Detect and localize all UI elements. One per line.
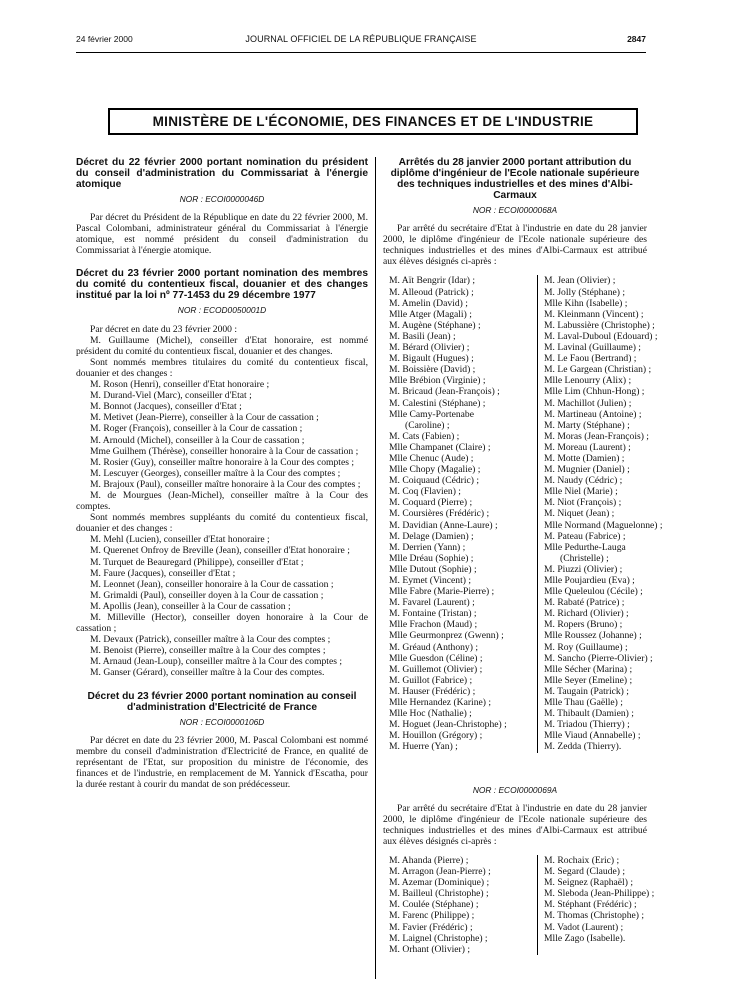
page-number: 2847 bbox=[627, 34, 646, 44]
name-list-col-1 bbox=[389, 855, 537, 955]
list-item: M. Vadot (Laurent) ; bbox=[544, 921, 624, 933]
list-item: M. Eymet (Vincent) ; bbox=[389, 575, 472, 586]
list-item: M. Orhant (Olivier) ; bbox=[389, 943, 470, 955]
list-item: Mlle Brébion (Virginie) ; bbox=[389, 375, 486, 387]
list-item: M. Lavinal (Guillaume) ; bbox=[544, 342, 641, 354]
list-item: M. Guillot (Fabrice) ; bbox=[389, 674, 473, 686]
list-item: M. Moreau (Laurent) ; bbox=[544, 441, 631, 453]
list-item: M. Hoguet (Jean-Christophe) ; bbox=[389, 719, 507, 731]
decree-2-paragraph: M. Lescuyer (Georges), conseiller maître à la Cour des comptes ; bbox=[90, 467, 341, 479]
list-item: M. Calestini (Stéphane) ; bbox=[389, 397, 486, 409]
list-item: M. Niot (François) ; bbox=[544, 497, 622, 509]
list-item: Mlle Hoc (Nathalie) ; bbox=[389, 708, 472, 720]
decree-3-nor: NOR : ECOI0000106D bbox=[179, 716, 265, 727]
decree-2-body bbox=[76, 324, 368, 679]
list-item: M. Stéphant (Frédéric) ; bbox=[544, 899, 637, 911]
decree-2-paragraph: M. Brajoux (Paul), conseiller maître honoraire à la Cour des comptes ; bbox=[90, 478, 361, 490]
list-item: Mlle Poujardieu (Eva) ; bbox=[544, 575, 635, 586]
arrete-1-title: Arrêtés du 28 janvier 2000 portant attribution du diplôme d'ingénieur de l'Ecole nationale supérieure des techniques industrielles et des mines d'Albi-Carmaux bbox=[390, 157, 640, 201]
name-list-col-1 bbox=[389, 275, 537, 752]
list-item: M. Alleoud (Patrick) ; bbox=[389, 286, 474, 298]
list-item: Mlle Guesdon (Céline) ; bbox=[389, 652, 483, 664]
decree-2-nor: NOR : ECOD0050001D bbox=[177, 305, 267, 316]
list-item: M. Moras (Jean-François) ; bbox=[544, 430, 649, 442]
list-item: Mlle Sécher (Marina) ; bbox=[544, 663, 633, 675]
list-item: M. Zedda (Thierry). bbox=[544, 741, 622, 753]
decree-2-paragraph: Sont nommés membres titulaires du comité du contentieux fiscal, douanier et des changes : bbox=[76, 356, 368, 379]
list-item: M. Ahanda (Pierre) ; bbox=[389, 854, 469, 866]
list-item: M. Bigault (Hugues) ; bbox=[389, 353, 474, 365]
list-item: Mlle Dutout (Sophie) ; bbox=[389, 563, 477, 575]
list-item: Mlle Fabre (Marie-Pierre) ; bbox=[389, 586, 495, 598]
list-item: M. Laval-Duboul (Edouard) ; bbox=[544, 330, 658, 342]
decree-2-paragraph: M. Benoist (Pierre), conseiller maître à la Cour des comptes ; bbox=[90, 645, 326, 657]
list-item: M. Coulée (Stéphane) ; bbox=[389, 899, 479, 911]
list-item: Mlle Pedurthe-Lauga bbox=[544, 541, 626, 553]
list-item: M. Piuzzi (Olivier) ; bbox=[544, 563, 623, 575]
list-item: M. Kleinmann (Vincent) ; bbox=[544, 308, 644, 320]
decree-2-paragraph: M. Guillaume (Michel), conseiller d'Etat honoraire, est nommé président du comité du contentieux fiscal, douanier et des changes. bbox=[76, 334, 368, 357]
ministry-heading: MINISTÈRE DE L'ÉCONOMIE, DES FINANCES ET DE L'INDUSTRIE bbox=[108, 108, 638, 135]
list-item: Mlle Lim (Chhun-Hong) ; bbox=[544, 386, 645, 398]
list-item: M. Segard (Claude) ; bbox=[544, 866, 625, 878]
decree-1-title: Décret du 22 février 2000 portant nomination du président du conseil d'administration du Commissariat à l'énergie atomique bbox=[76, 157, 368, 190]
list-item: M. Coq (Flavien) ; bbox=[389, 486, 461, 498]
list-item: M. Thibault (Damien) ; bbox=[544, 708, 634, 720]
decree-2-paragraph: M. Durand-Viel (Marc), conseiller d'Etat ; bbox=[90, 390, 252, 402]
list-item: M. Martineau (Antoine) ; bbox=[544, 408, 642, 420]
name-list-col-2 bbox=[537, 275, 663, 753]
decree-2-paragraph: M. Leonnet (Jean), conseiller honoraire à la Cour de cassation ; bbox=[90, 578, 334, 590]
arrete-2-nor: NOR : ECOI0000069A bbox=[472, 784, 558, 795]
list-item: M. Arragon (Jean-Pierre) ; bbox=[389, 866, 491, 878]
decree-1-body: Par décret du Président de la République en date du 22 février 2000, M. Pascal Colombani, administrateur général du Commissariat à l'énergie atomique, est nommé président du conseil d'administration du Commissariat à l'énergie atomique. bbox=[76, 212, 368, 257]
list-item: Mlle Hernandez (Karine) ; bbox=[389, 697, 492, 709]
decree-2-paragraph: M. Roson (Henri), conseiller d'Etat honoraire ; bbox=[90, 379, 270, 391]
decree-2-paragraph: M. Bonnot (Jacques), conseiller d'Etat ; bbox=[90, 401, 242, 413]
list-item: M. Basili (Jean) ; bbox=[389, 330, 456, 342]
list-item: M. Coiquaud (Cédric) ; bbox=[389, 475, 480, 487]
decree-2-paragraph: M. Milleville (Hector), conseiller doyen honoraire à la Cour de cassation ; bbox=[76, 612, 368, 635]
list-item: M. Favarel (Laurent) ; bbox=[389, 597, 475, 609]
list-item: M. Davidian (Anne-Laure) ; bbox=[389, 519, 498, 531]
issue-date: 24 février 2000 bbox=[76, 34, 133, 44]
list-item: M. Jolly (Stéphane) ; bbox=[544, 286, 626, 298]
decree-2-paragraph: M. Rosier (Guy), conseiller maître honoraire à la Cour des comptes ; bbox=[90, 456, 355, 468]
list-item: M. Bérard (Olivier) ; bbox=[389, 342, 470, 354]
decree-2-paragraph: M. Querenet Onfroy de Breville (Jean), conseiller d'Etat honoraire ; bbox=[90, 545, 350, 557]
decree-2-paragraph: M. Apollis (Jean), conseiller à la Cour de cassation ; bbox=[90, 600, 291, 612]
list-item: M. Motte (Damien) ; bbox=[544, 452, 625, 464]
list-item: Mlle Kihn (Isabelle) ; bbox=[544, 297, 628, 309]
decree-2-paragraph: M. Arnaud (Jean-Loup), conseiller maître à la Cour des comptes ; bbox=[90, 656, 343, 668]
decree-2-paragraph: Mme Guilhem (Thérèse), conseiller honoraire à la Cour de cassation ; bbox=[90, 445, 359, 457]
list-item: Mlle Niel (Marie) ; bbox=[544, 486, 618, 498]
list-item: Mlle Queleulou (Cécile) ; bbox=[544, 586, 643, 598]
list-item: M. Roy (Guillaume) ; bbox=[544, 641, 628, 653]
list-item: Mlle Lenourry (Alix) ; bbox=[544, 375, 632, 387]
arrete-1-nor: NOR : ECOI0000068A bbox=[472, 205, 558, 215]
list-item: M. Machillot (Julien) ; bbox=[544, 397, 632, 409]
list-item: M. Marty (Stéphane) ; bbox=[544, 419, 630, 431]
left-column bbox=[76, 157, 368, 790]
arrete-1-body: Par arrêté du secrétaire d'Etat à l'industrie en date du 28 janvier 2000, le diplôme d'ingénieur de l'Ecole nationale supérieure des techniques industrielles et des mines d'Albi-Carmaux est attribué aux élèves désignés ci-après : bbox=[383, 223, 647, 268]
decree-2-paragraph: M. Devaux (Patrick), conseiller maître à la Cour des comptes ; bbox=[90, 634, 331, 646]
list-item: (Christelle) ; bbox=[560, 552, 609, 564]
list-item: M. Naudy (Cédric) ; bbox=[544, 475, 623, 487]
list-item: M. Taugain (Patrick) ; bbox=[544, 685, 629, 697]
list-item: Mlle Zago (Isabelle). bbox=[544, 932, 626, 944]
list-item: M. Laignel (Christophe) ; bbox=[389, 932, 488, 944]
list-item: M. Sancho (Pierre-Olivier) ; bbox=[544, 652, 653, 664]
list-item: Mlle Seyer (Emeline) ; bbox=[544, 674, 633, 686]
list-item: M. Labussière (Christophe) ; bbox=[544, 319, 655, 331]
list-item: M. Aït Bengrir (Idar) ; bbox=[389, 275, 476, 287]
decree-2-paragraph: M. Grimaldi (Paul), conseiller doyen à la Cour de cassation ; bbox=[90, 589, 324, 601]
decree-2-paragraph: M. Faure (Jacques), conseiller d'Etat ; bbox=[90, 567, 236, 579]
right-column bbox=[383, 157, 663, 955]
list-item: Mlle Normand (Maguelonne) ; bbox=[544, 519, 663, 531]
list-item: M. Rochaix (Eric) ; bbox=[544, 854, 620, 866]
decree-2-paragraph: M. Turquet de Beauregard (Philippe), conseiller d'Etat ; bbox=[90, 556, 304, 568]
list-item: M. Favier (Frédéric) ; bbox=[389, 921, 473, 933]
decree-2-paragraph: M. Mehl (Lucien), conseiller d'Etat honoraire ; bbox=[90, 534, 270, 546]
list-item: Mlle Atger (Magali) ; bbox=[389, 308, 472, 320]
list-item: Mlle Roussez (Johanne) ; bbox=[544, 630, 642, 642]
list-item: Mlle Dréau (Sophie) ; bbox=[389, 552, 474, 564]
decree-2-paragraph: M. de Mourgues (Jean-Michel), conseiller maître à la Cour des comptes. bbox=[76, 489, 368, 513]
list-item: M. Le Gargean (Christian) ; bbox=[544, 364, 652, 376]
list-item: M. Sleboda (Jean-Philippe) ; bbox=[544, 888, 655, 900]
list-item: M. Coursières (Frédéric) ; bbox=[389, 508, 490, 520]
list-item: (Caroline) ; bbox=[405, 419, 450, 431]
list-item: M. Azemar (Dominique) ; bbox=[389, 877, 490, 889]
list-item: Mlle Champanet (Claire) ; bbox=[389, 441, 491, 453]
list-item: M. Bricaud (Jean-François) ; bbox=[389, 386, 500, 398]
list-item: M. Jean (Olivier) ; bbox=[544, 275, 616, 287]
decree-2-title: Décret du 23 février 2000 portant nomination des membres du comité du contentieux fiscal, douanier et des changes institué par la loi nº 77-1453 du 29 décembre 1977 bbox=[76, 268, 368, 302]
list-item: Mlle Camy-Portenabe bbox=[389, 408, 474, 420]
list-item: M. Pateau (Fabrice) ; bbox=[544, 530, 626, 542]
list-item: M. Seignez (Raphaël) ; bbox=[544, 877, 633, 889]
decree-2-paragraph: Sont nommés membres suppléants du comité du contentieux fiscal, douanier et des changes : bbox=[76, 512, 368, 535]
list-item: M. Thomas (Christophe) ; bbox=[544, 910, 645, 922]
list-item: M. Coquard (Pierre) ; bbox=[389, 497, 473, 509]
list-item: M. Mugnier (Daniel) ; bbox=[544, 464, 630, 476]
decree-1-nor: NOR : ECOI0000046D bbox=[179, 194, 265, 204]
list-item: M. Delage (Damien) ; bbox=[389, 530, 474, 542]
decree-3-title: Décret du 23 février 2000 portant nomination au conseil d'administration d'Electricité de France bbox=[87, 690, 357, 713]
list-item: M. Guillemot (Olivier) ; bbox=[389, 663, 483, 675]
list-item: M. Niquet (Jean) ; bbox=[544, 508, 615, 520]
decree-3-body: Par décret en date du 23 février 2000, M. Pascal Colombani est nommé membre du conseil d'administration d'Electricité de France, en qualité de représentant de l'Etat, sur proposition du ministre de l'économie, des finances et de l'industrie, en remplacement de M. Yannick d'Escatha, pour la durée restant à courir du mandat de son prédécesseur. bbox=[76, 734, 368, 791]
decree-2-paragraph: M. Ganser (Gérard), conseiller maître à la Cour des comptes. bbox=[90, 667, 325, 679]
decree-2-paragraph: Par décret en date du 23 février 2000 : bbox=[90, 323, 238, 335]
list-item: M. Gréaud (Anthony) ; bbox=[389, 641, 478, 653]
page-header bbox=[76, 34, 646, 48]
list-item: Mlle Chopy (Magalie) ; bbox=[389, 464, 481, 476]
arrete-1-name-list bbox=[389, 275, 663, 753]
list-item: M. Cats (Fabien) ; bbox=[389, 430, 460, 442]
list-item: M. Boissière (David) ; bbox=[389, 364, 476, 376]
decree-2-paragraph: M. Metivet (Jean-Pierre), conseiller à la Cour de cassation ; bbox=[90, 412, 319, 424]
name-list-col-2 bbox=[537, 854, 655, 955]
list-item: M. Bailleul (Christophe) ; bbox=[389, 888, 489, 900]
list-item: M. Fontaine (Tristan) ; bbox=[389, 608, 477, 620]
list-item: M. Richard (Olivier) ; bbox=[544, 608, 629, 620]
list-item: M. Farenc (Philippe) ; bbox=[389, 910, 475, 922]
list-item: Mlle Viaud (Annabelle) ; bbox=[544, 730, 641, 742]
list-item: M. Amelin (David) ; bbox=[389, 297, 468, 309]
list-item: M. Augène (Stéphane) ; bbox=[389, 319, 481, 331]
list-item: M. Triadou (Thierry) ; bbox=[544, 719, 630, 731]
decree-2-paragraph: M. Roger (François), conseiller à la Cour de cassation ; bbox=[90, 423, 303, 435]
list-item: M. Huerre (Yan) ; bbox=[389, 741, 458, 753]
list-item: M. Ropers (Bruno) ; bbox=[544, 619, 623, 631]
list-item: Mlle Geurmonprez (Gwenn) ; bbox=[389, 630, 504, 642]
list-item: M. Hauser (Frédéric) ; bbox=[389, 685, 476, 697]
list-item: M. Houillon (Grégory) ; bbox=[389, 730, 483, 742]
list-item: M. Le Faou (Bertrand) ; bbox=[544, 353, 637, 365]
list-item: Mlle Thau (Gaëlle) ; bbox=[544, 697, 623, 709]
list-item: M. Derrien (Yann) ; bbox=[389, 541, 466, 553]
list-item: Mlle Chenuc (Aude) ; bbox=[389, 452, 474, 464]
header-rule bbox=[76, 52, 646, 53]
list-item: M. Rabaté (Patrice) ; bbox=[544, 597, 625, 609]
journal-title: JOURNAL OFFICIEL DE LA RÉPUBLIQUE FRANÇAISE bbox=[245, 34, 477, 44]
arrete-2-name-list bbox=[389, 854, 655, 955]
column-separator bbox=[375, 157, 376, 979]
decree-2-paragraph: M. Arnould (Michel), conseiller à la Cour de cassation ; bbox=[90, 434, 305, 446]
arrete-2-body: Par arrêté du secrétaire d'Etat à l'industrie en date du 28 janvier 2000, le diplôme d'ingénieur de l'Ecole nationale supérieure des techniques industrielles et des mines d'Albi-Carmaux est attribué aux élèves désignés ci-après : bbox=[383, 802, 647, 847]
list-item: Mlle Frachon (Maud) ; bbox=[389, 619, 478, 631]
